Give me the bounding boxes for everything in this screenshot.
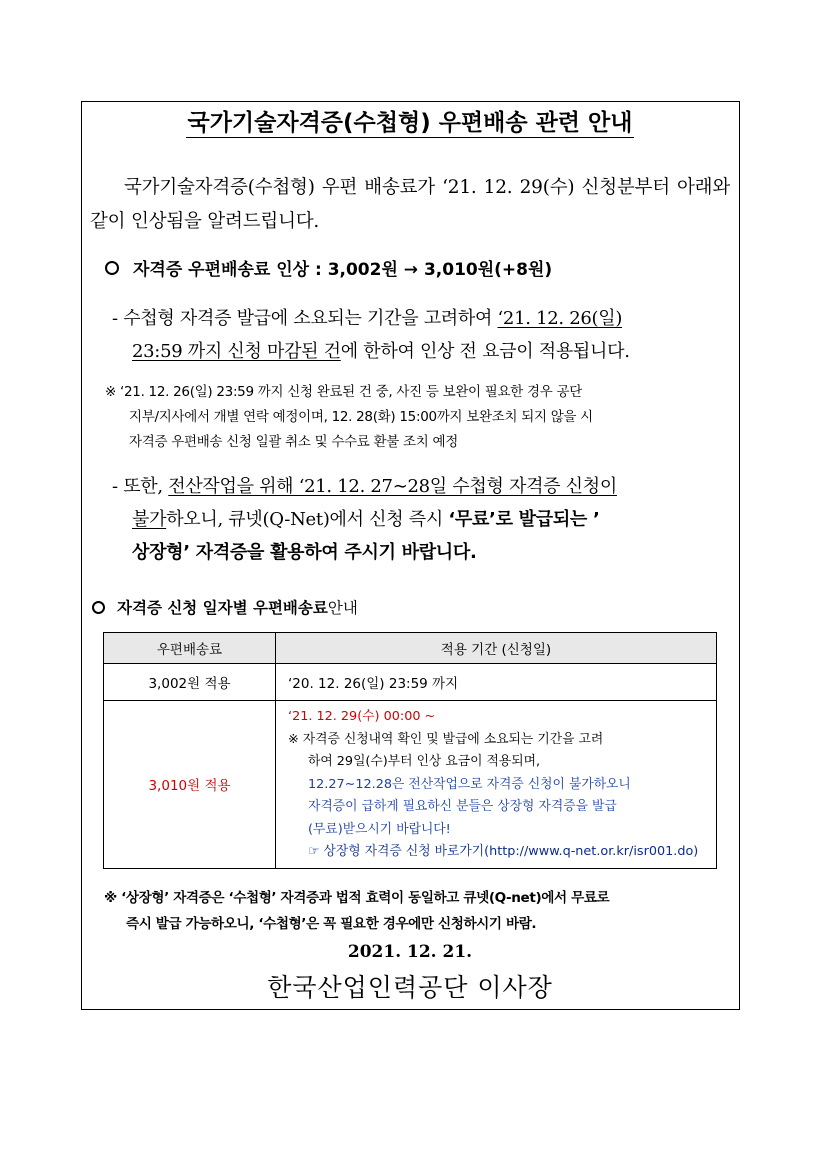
table-header-row — [104, 633, 717, 664]
deadline-line1 — [112, 308, 622, 329]
system-work-paragraph — [112, 470, 730, 569]
row1-fee: 3,002원 적용 — [104, 664, 276, 701]
issue-date: 2021. 12. 21. — [347, 942, 473, 962]
intro-paragraph: 국가기술자격증(수첩형) 우편 배송료가 ‘21. 12. 29(수) 신청분부터 아래와 같이 인상됨을 알려드립니다. — [90, 177, 730, 232]
table-row — [104, 664, 717, 701]
row2-note-line-1: ※ 자격증 신청내역 확인 및 발급에 소요되는 기간을 고려 — [288, 731, 604, 747]
circle-bullet-icon — [92, 601, 105, 614]
row2-note-line-3: 12.27∼12.28은 전산작업으로 자격증 신청이 불가하오니 — [308, 776, 631, 792]
system-free-text: ‘무료’로 발급되는 ’ — [448, 509, 600, 530]
supplement-note — [105, 380, 730, 455]
table-row — [104, 701, 717, 869]
system-line1 — [112, 476, 617, 497]
fee-table — [103, 632, 717, 869]
fee-increase-text: 자격증 우편배송료 인상 : 3,002원 → 3,010원(+8원) — [133, 260, 553, 280]
row1-period: ‘20. 12. 26(일) 23:59 까지 — [276, 664, 717, 701]
system-period: 전산작업을 위해 ‘21. 12. 27∼28일 수첩형 자격증 신청이 — [168, 476, 617, 497]
row2-details — [276, 701, 717, 869]
issuer-signature: 한국산업인력공단 이사장 — [267, 973, 553, 1002]
deadline-line2 — [112, 335, 730, 368]
row2-fee: 3,010원 적용 — [104, 701, 276, 869]
row2-note-line-2: 하여 29일(수)부터 인상 요금이 적용되며, — [308, 754, 541, 769]
circle-bullet-icon — [105, 261, 119, 275]
section-heading-normal: 안내 — [327, 599, 358, 617]
note-line-1: ※ ‘21. 12. 26(일) 23:59 까지 신청 완료된 건 중, 사진 등 보완이 필요한 경우 공단 — [105, 384, 582, 400]
deadline-date: ‘21. 12. 26(일) — [497, 308, 623, 329]
footnote-line-1: ※ ‘상장형’ 자격증은 ‘수첩형’ 자격증과 법적 효력이 동일하고 큐넷(Q-net)에서 무료로 — [104, 890, 610, 906]
header-fee: 우편배송료 — [104, 633, 276, 664]
footnote — [104, 885, 734, 937]
row2-note-line-5: (무료)받으시기 바랍니다! — [308, 821, 451, 837]
page-title-text: 국가기술자격증(수첩형) 우편배송 관련 안내 — [187, 110, 633, 136]
header-period: 적용 기간 (신청일) — [276, 633, 717, 664]
section-fee-table-heading — [92, 596, 358, 618]
system-line3: 상장형’ 자격증을 활용하여 주시기 바랍니다. — [132, 542, 477, 563]
row2-period: ‘21. 12. 29(수) 00:00 ~ — [288, 709, 436, 724]
row2-note-line-4: 자격증이 급하게 필요하신 분들은 상장형 자격증을 발급 — [308, 799, 617, 814]
deadline-text-b: 에 한하여 인상 전 요금이 적용됩니다. — [340, 341, 630, 362]
section-heading-bold: 자격증 신청 일자별 우편배송료 — [117, 599, 328, 617]
fee-increase-bullet — [105, 255, 552, 280]
system-text-a: - 또한, — [112, 476, 169, 497]
system-line2 — [112, 503, 730, 536]
footnote-line-2: 즉시 발급 가능하오니, ‘수첩형’은 꼭 필요한 경우에만 신청하시기 바람. — [126, 916, 537, 932]
note-line-2: 지부/지사에서 개별 연락 예정이며, 12. 28(화) 15:00까지 보완조치 되지 않을 시 — [129, 409, 593, 425]
certificate-application-link[interactable]: ☞ 상장형 자격증 신청 바로가기(http://www.q-net.or.kr/isr001.do) — [308, 844, 699, 859]
deadline-paragraph — [112, 302, 730, 368]
system-unavailable: 불가 — [132, 509, 167, 530]
deadline-cutoff: 23:59 까지 신청 마감된 건 — [132, 341, 341, 362]
page-title — [0, 104, 820, 137]
deadline-text-a: - 수첩형 자격증 발급에 소요되는 기간을 고려하여 — [112, 308, 498, 329]
note-line-3: 자격증 우편배송 신청 일괄 취소 및 수수료 환불 조치 예정 — [129, 434, 458, 450]
system-text-b: 하오니, 큐넷(Q-Net)에서 신청 즉시 — [166, 509, 449, 530]
